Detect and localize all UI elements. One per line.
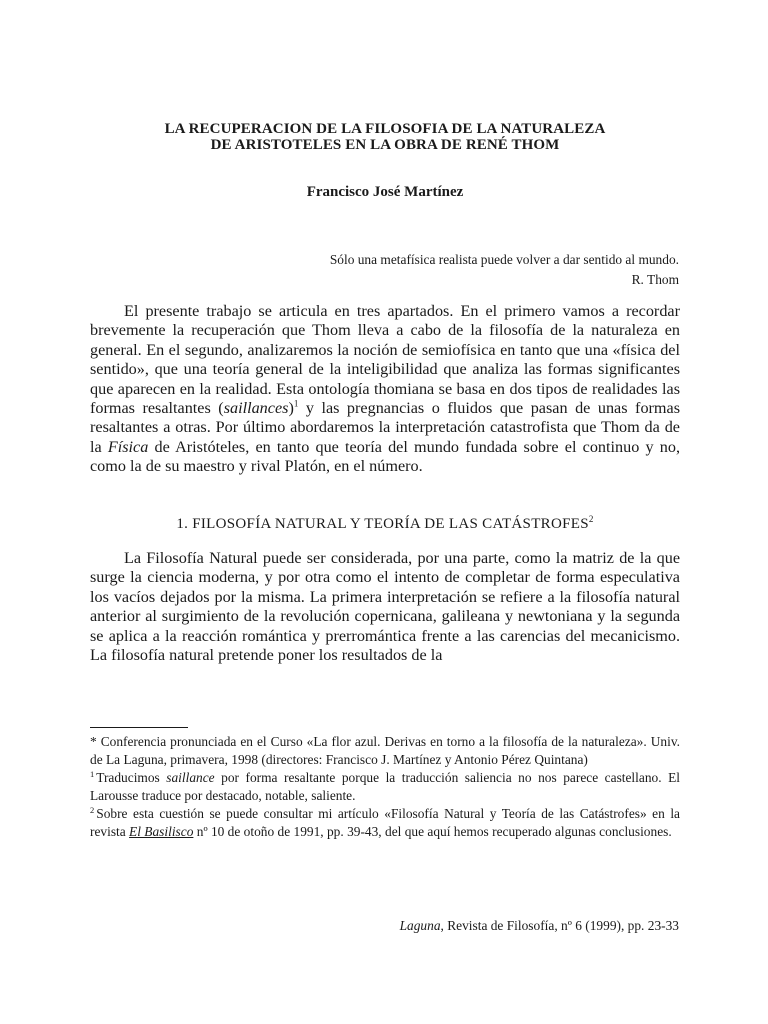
footnote-star: * Conferencia pronunciada en el Curso «La flor azul. Derivas en torno a la filosofía de la naturaleza». Univ. de La Laguna, primavera, 1998 (directores: Francisco J. Martínez y Antonio Pérez Quintana) [90,734,680,767]
journal-citation [250,918,679,934]
footnote-2-journal-title: El Basilisco [129,824,194,839]
section-heading-text: 1. FILOSOFÍA NATURAL Y TEORÍA DE LAS CATÁSTROFES [176,516,589,532]
article-title [90,121,680,153]
epigraph-attribution: R. Thom [631,272,679,287]
section-body [90,549,680,665]
intro-text-3: y las pregnancias o fluidos que pasan de unas formas resaltantes a otras. Por último abordaremos la interpretación catastrofista que Thom da de la [90,399,680,456]
section-paragraph: La Filosofía Natural puede ser considerada, por una parte, como la matriz de la que surge la ciencia moderna, y por otra como el intento de completar de forma especulativa los vacíos dejados por la misma. La primera interpretación se refiere a la filosofía natural anterior al surgimiento de la revolución copernicana, galileana y newtoniana y la segunda se aplica a la reacción romántica y prerromántica frente a las carencias del mecanicismo. La filosofía natural pretende poner los resultados de la [90,549,680,665]
journal-details: , Revista de Filosofía, nº 6 (1999), pp. 23-33 [440,918,679,933]
intro-paragraph [90,302,680,477]
title-line-1: LA RECUPERACION DE LA FILOSOFIA DE LA NATURALEZA [164,121,606,137]
footnote-2 [90,805,680,841]
footnote-1 [90,769,680,805]
intro-text-4: de Aristóteles, en tanto que teoría del mundo fundada sobre el continuo y no, como la de su maestro y rival Platón, en el número. [90,437,680,476]
footnote-divider [90,727,188,728]
footnote-ref-1[interactable]: 1 [293,398,299,409]
epigraph [250,250,679,290]
intro-text-1: El presente trabajo se articula en tres apartados. En el primero vamos a recordar brevemente la recuperación que Thom lleva a cabo de la filosofía de la naturaleza en general. En el segundo, analizaremos la noción de semiofísica en tanto que una «física del sentido», que una teoría general de la inteligibilidad que analiza las formas significantes que aparecen en la realidad. Esta ontología thomiana se basa en dos tipos de realidades las formas resaltantes ( [90,302,680,418]
intro-section [90,302,680,477]
section-heading [90,516,680,533]
intro-italic-saillances: saillances [223,399,289,418]
epigraph-quote: Sólo una metafísica realista puede volver a dar sentido al mundo. [329,252,679,267]
footnote-ref-2[interactable]: 2 [588,514,594,524]
journal-name: Laguna [399,918,441,933]
title-line-2: DE ARISTOTELES EN LA OBRA DE RENÉ THOM [210,137,560,153]
footnote-1-italic: saillance [166,770,215,785]
footnotes [90,733,680,841]
intro-text-2: ) [288,399,294,418]
footnote-2-mark: 2 [90,804,95,815]
intro-italic-fisica: Física [107,437,149,456]
footnote-2-text-pre: Sobre esta cuestión se puede consultar mi artículo «Filosofía Natural y Teoría de las Catástrofes» en la revista [90,806,680,839]
footnote-1-mark: 1 [90,768,95,779]
footnote-1-text-post: por forma resaltante porque la traducción saliencia no nos parece castellano. El Larousse traduce por destacado, notable, saliente. [90,770,680,803]
footnote-2-text-post: nº 10 de otoño de 1991, pp. 39-43, del que aquí hemos recuperado algunas conclusiones. [193,824,672,839]
author-name: Francisco José Martínez [306,184,464,200]
footnote-1-text-pre: Traducimos [96,770,167,785]
